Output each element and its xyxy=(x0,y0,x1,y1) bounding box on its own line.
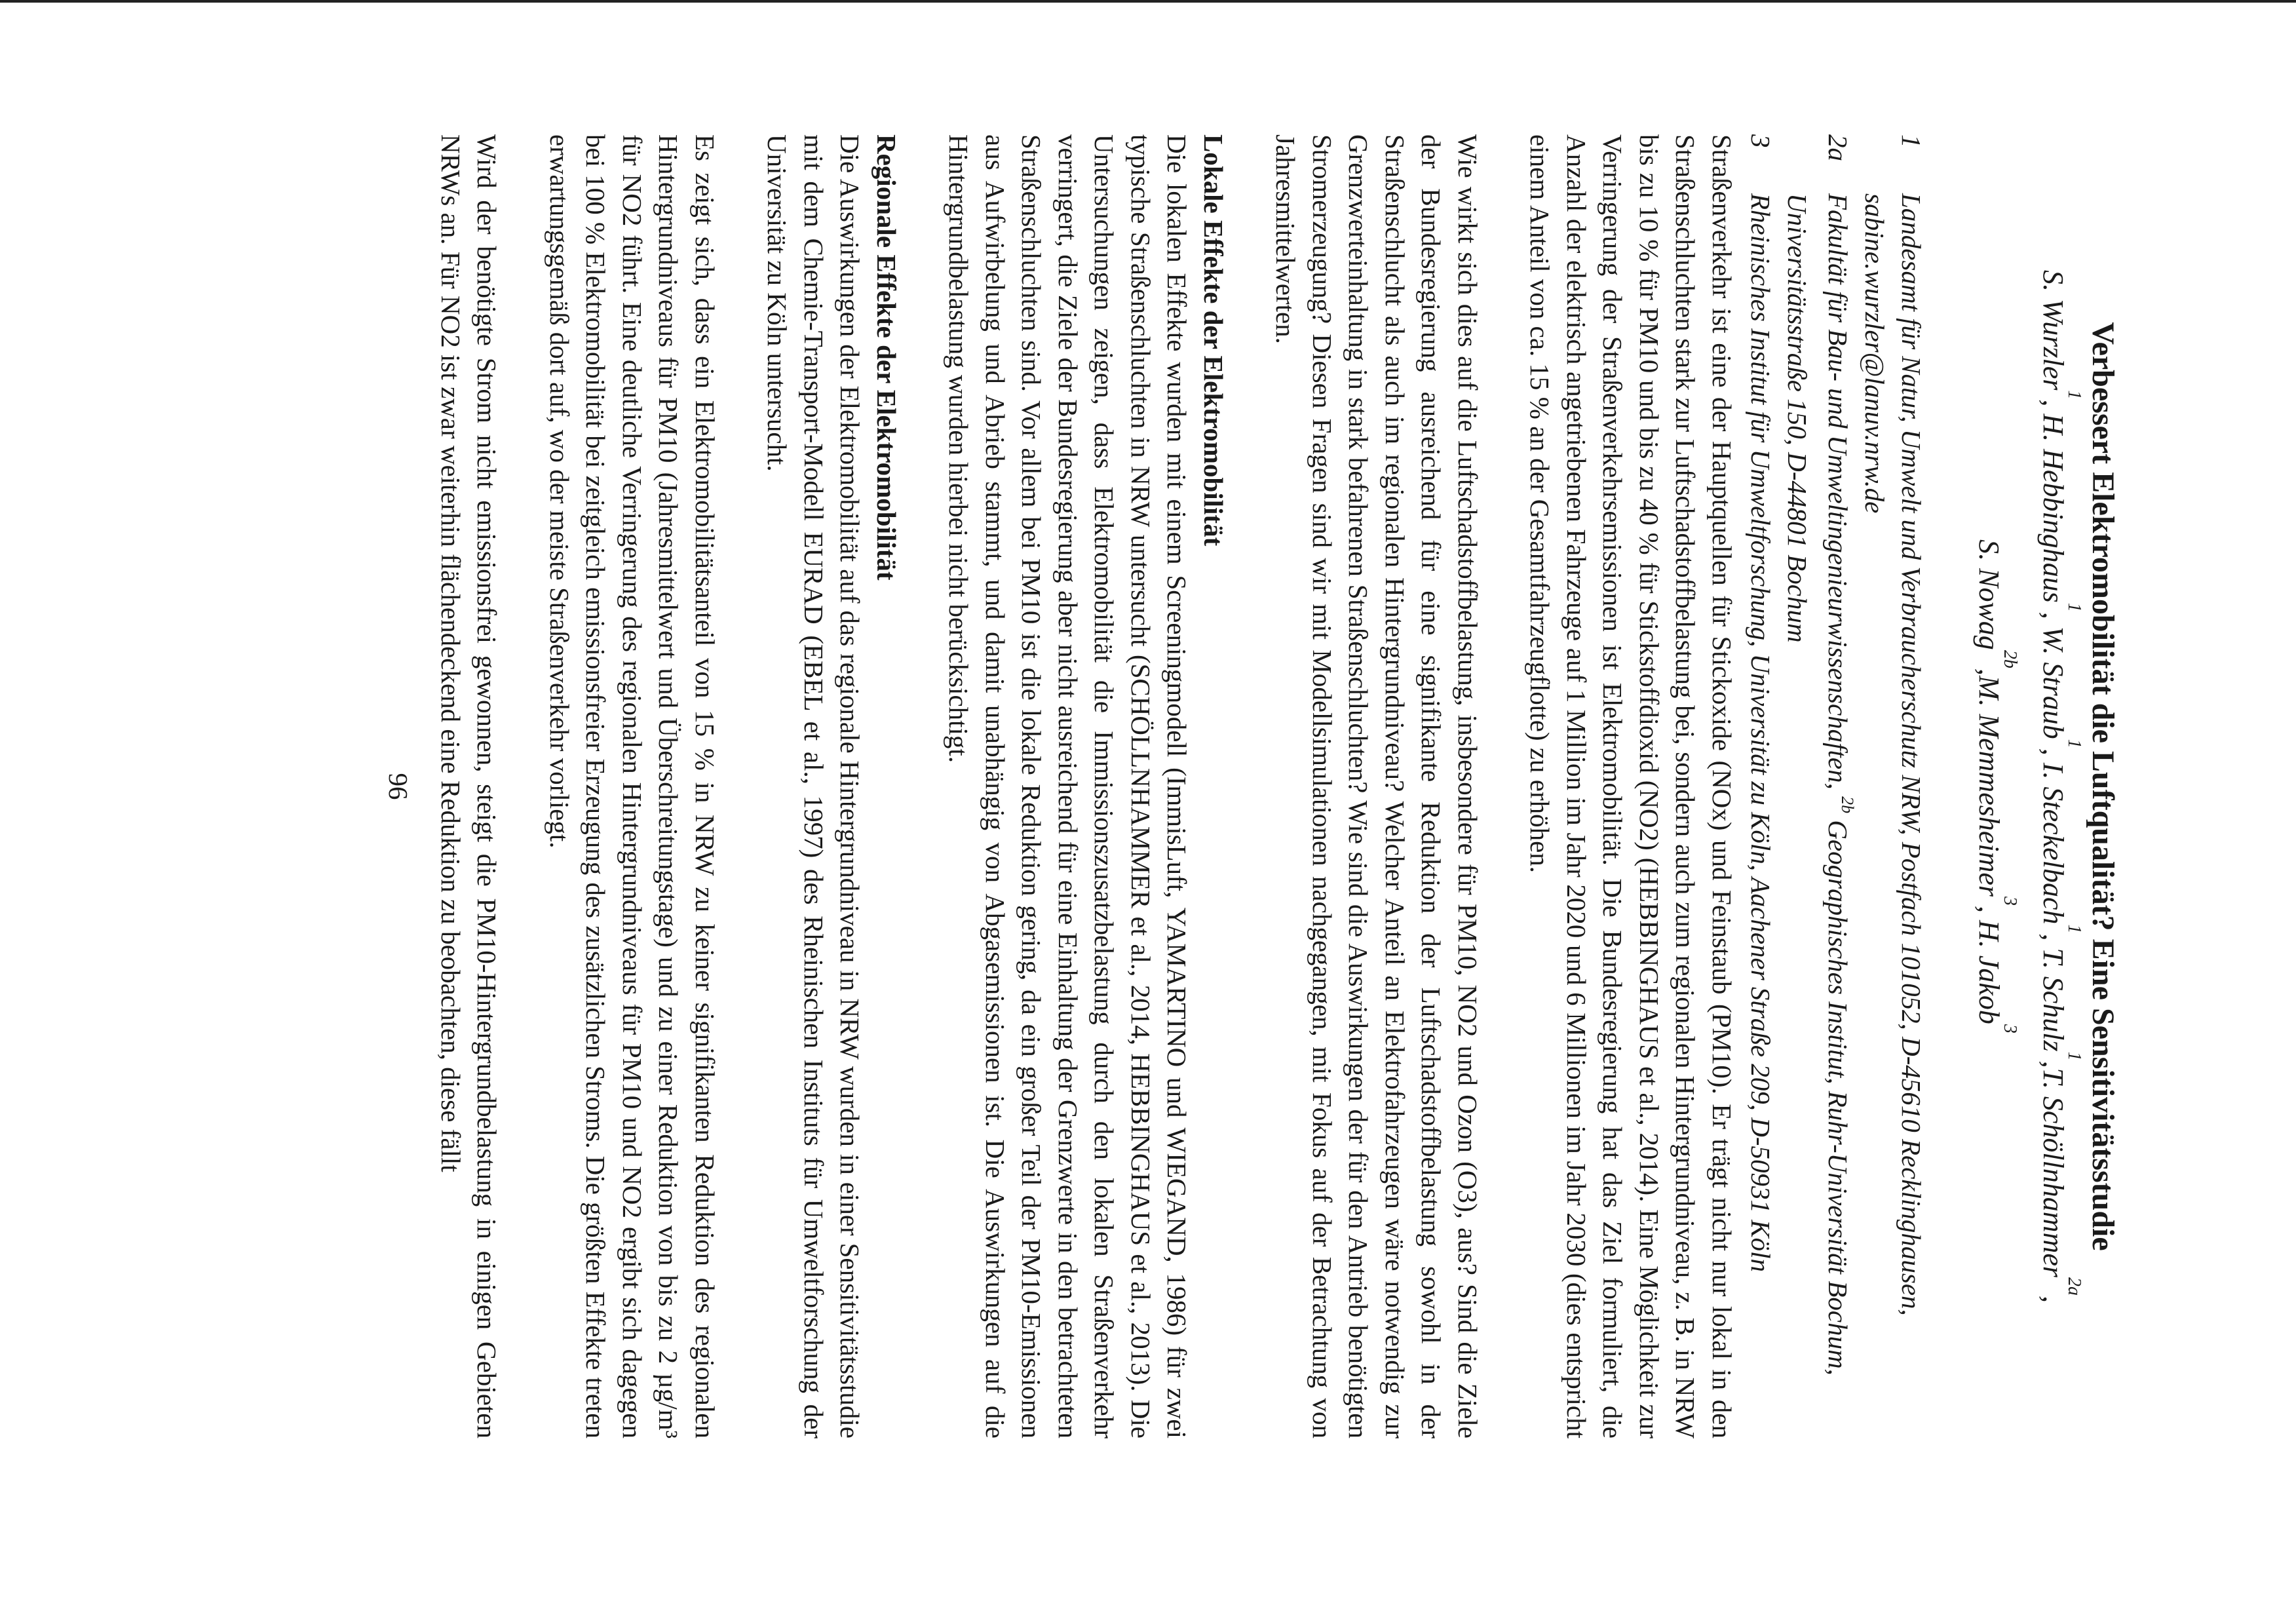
author-name: , T. Schulz xyxy=(2037,933,2069,1052)
author-name: S. Wurzler xyxy=(2037,270,2069,391)
author-sup: 3 xyxy=(2000,1024,2020,1033)
document-page xyxy=(233,134,2146,1439)
author-sup: 1 xyxy=(2064,739,2084,748)
paragraph-results: Es zeigt sich, dass ein Elektromobilitätsanteil von 15 % in NRW zu keiner signifikanten Reduktion des regionalen Hintergrundniveaus für PM10 (Jahresmittelwert und Überschreitungstage) und zu einer Reduktion von bis zu 2 µg/m³ für NO2 führt. Eine deutliche Verringerung des regionalen Hintergrundniveaus für PM10 und NO2 ergibt sich dagegen bei 100 % Elektromobilität bei zeitgleich emissionsfreier Erzeugung des zusätzlichen Stroms. Die größten Effekte treten erwartungsgemäß dort auf, wo der meiste Straßenverkehr vorliegt. xyxy=(545,134,720,1439)
affiliation-1 xyxy=(1856,134,1930,1439)
affiliation-text xyxy=(1779,193,1856,1439)
section-heading: Regionale Effekte der Elektromobilität xyxy=(871,134,902,581)
section-local-effects xyxy=(940,134,1231,1439)
paragraph-intro: Straßenverkehr ist eine der Hauptquellen für Stickoxide (NOx) und Feinstaub (PM10). Er trägt nicht nur lokal in den Straßenschluchten stark zur Luftschadstoffbelastung bei, sondern auch zum regionalen Hintergrundniveau, z. B. in NRW bis zu 10 % für PM10 und bis zu 40 % für Stickstoffdioxid (NO2) (HEBBINGHAUS et al., 2014). Eine Möglichkeit zur Verringerung der Straßenverkehrsemissionen ist Elektromobilität. Die Bundesregierung hat das Ziel formuliert, die Anzahl der elektrisch angetriebenen Fahrzeuge auf 1 Million im Jahr 2020 und 6 Millionen im Jahr 2030 (dies entspricht einem Anteil von ca. 15 % an der Gesamtfahrzeugflotte) zu erhöhen. xyxy=(1525,134,1737,1439)
author-name: , I. Steckelbach xyxy=(2037,748,2069,925)
page-number: 96 xyxy=(383,773,413,800)
author-name: S. Nowag xyxy=(1973,539,2005,650)
paragraph-questions: Wie wirkt sich dies auf die Luftschadstoffbelastung, insbesondere für PM10, NO2 und Ozon (O3), aus? Sind die Ziele der Bundesregierung ausreichend für eine signifikante Reduktion der Luftschadstoffbelastung sowohl in der Straßenschlucht als auch im regionalen Hintergrundniveau? Welcher Anteil an Elektrofahrzeugen wäre notwendig zur Grenzwerteinhaltung in stark befahrenen Straßenschluchten? Wie sind die Auswirkungen der für den Antrieb benötigten Stromerzeugung? Diesen Fragen sind wir mit Modellsimulationen nachgegangen, mit Fokus auf der Betrachtung von Jahresmittelwerten. xyxy=(1271,134,1483,1439)
author-sup: 1 xyxy=(2064,390,2084,400)
affiliation-mark: 1 xyxy=(1896,134,1926,148)
author-list xyxy=(1955,134,2083,1439)
affiliation-mark: 3 xyxy=(1746,134,1776,148)
affiliation-text-part: Geographisches Institut, Ruhr-Universität Bochum, Universitätsstraße 150, D-44801 Bochum xyxy=(1782,193,1853,1376)
author-name: , H. Jakob xyxy=(1973,906,2005,1024)
paragraph-power-generation: Wird der benötigte Strom nicht emissionsfrei gewonnen, steigt die PM10-Hintergrundbelastung in einigen Gebieten NRWs an. Für NO2 ist zwar weiterhin flächendeckend eine Reduktion zu beobachten, diese fällt xyxy=(436,134,503,1439)
author-separator: , xyxy=(2037,1296,2069,1303)
section-heading: Lokale Effekte der Elektromobilität xyxy=(1198,134,1229,547)
affiliation-mark: 2a xyxy=(1823,134,1853,161)
author-name: ,T. Schöllnhammer xyxy=(2037,1060,2069,1277)
affiliation-text: Landesamt für Natur, Umwelt und Verbraucherschutz NRW, Postfach 101052, D-45610 Recklinghausen, sabine.wurzler@lanuv.nrw.de xyxy=(1860,193,1926,1316)
affiliation-list xyxy=(1742,134,1930,1439)
affiliation-3 xyxy=(1742,134,1779,1439)
author-sup: 2a xyxy=(2064,1277,2084,1296)
author-line-1 xyxy=(2019,134,2083,1439)
author-name: , H. Hebbinghaus xyxy=(2037,399,2069,603)
author-sup: 1 xyxy=(2064,924,2084,934)
author-sup: 1 xyxy=(2064,602,2084,612)
author-sup: 2b xyxy=(2000,649,2020,668)
author-name: , W. Straub xyxy=(2037,611,2069,739)
section-text: Die lokalen Effekte wurden mit einem Screeningmodell (ImmisLuft, YAMARTINO und WIEGAND, 1986) für zwei typische Straßenschluchten in NRW untersucht (SCHÖLLNHAMMER et al., 2014, HEBBINGHAUS et al., 2013). Die Untersuchungen zeigen, dass Elektromobilität die Immissionszusatzbelastung durch den lokalen Straßenverkehr verringert, die Ziele der Bundesregierung aber nicht ausreichend für eine Einhaltung der Grenzwerte in den betrachteten Straßenschluchten sind. Vor allem bei PM10 ist die lokale Reduktion gering, da ein großer Teil der PM10-Emissionen aus Aufwirbelung und Abrieb stammt, und damit unabhängig von Abgasemissionen ist. Die Auswirkungen auf die Hintergrundbelastung wurden hierbei nicht berücksichtigt. xyxy=(944,134,1193,1439)
author-line-2 xyxy=(1955,134,2019,1439)
affiliation-text: Rheinisches Institut für Umweltforschung, Universität zu Köln, Aachener Straße 209, D-50931 Köln xyxy=(1746,193,1776,1272)
section-regional-effects xyxy=(759,134,904,1439)
author-sup: 3 xyxy=(2000,897,2020,906)
author-sup: 1 xyxy=(2064,1051,2084,1061)
affiliation-text-part: Fakultät für Bau- und Umweltingenieurwissenschaften, xyxy=(1823,193,1853,790)
scan-edge xyxy=(0,0,2296,3)
paper-title: Verbessert Elektromobilität die Luftqualität? Eine Sensitivitätsstudie xyxy=(2086,322,2120,1251)
author-name: ,M. Memmesheimer xyxy=(1973,668,2005,897)
paper-body xyxy=(396,134,1740,1439)
affiliation-sup: 2b xyxy=(1838,796,1857,814)
affiliation-2 xyxy=(1779,134,1856,1439)
section-text: Die Auswirkungen der Elektromobilität auf das regionale Hintergrundniveau in NRW wurden in einer Sensitivitätsstudie mit dem Chemie-Transport-Modell EURAD (EBEL et al., 1997) des Rheinischen Instituts für Umweltforschung der Universität zu Köln untersucht. xyxy=(762,134,866,1439)
